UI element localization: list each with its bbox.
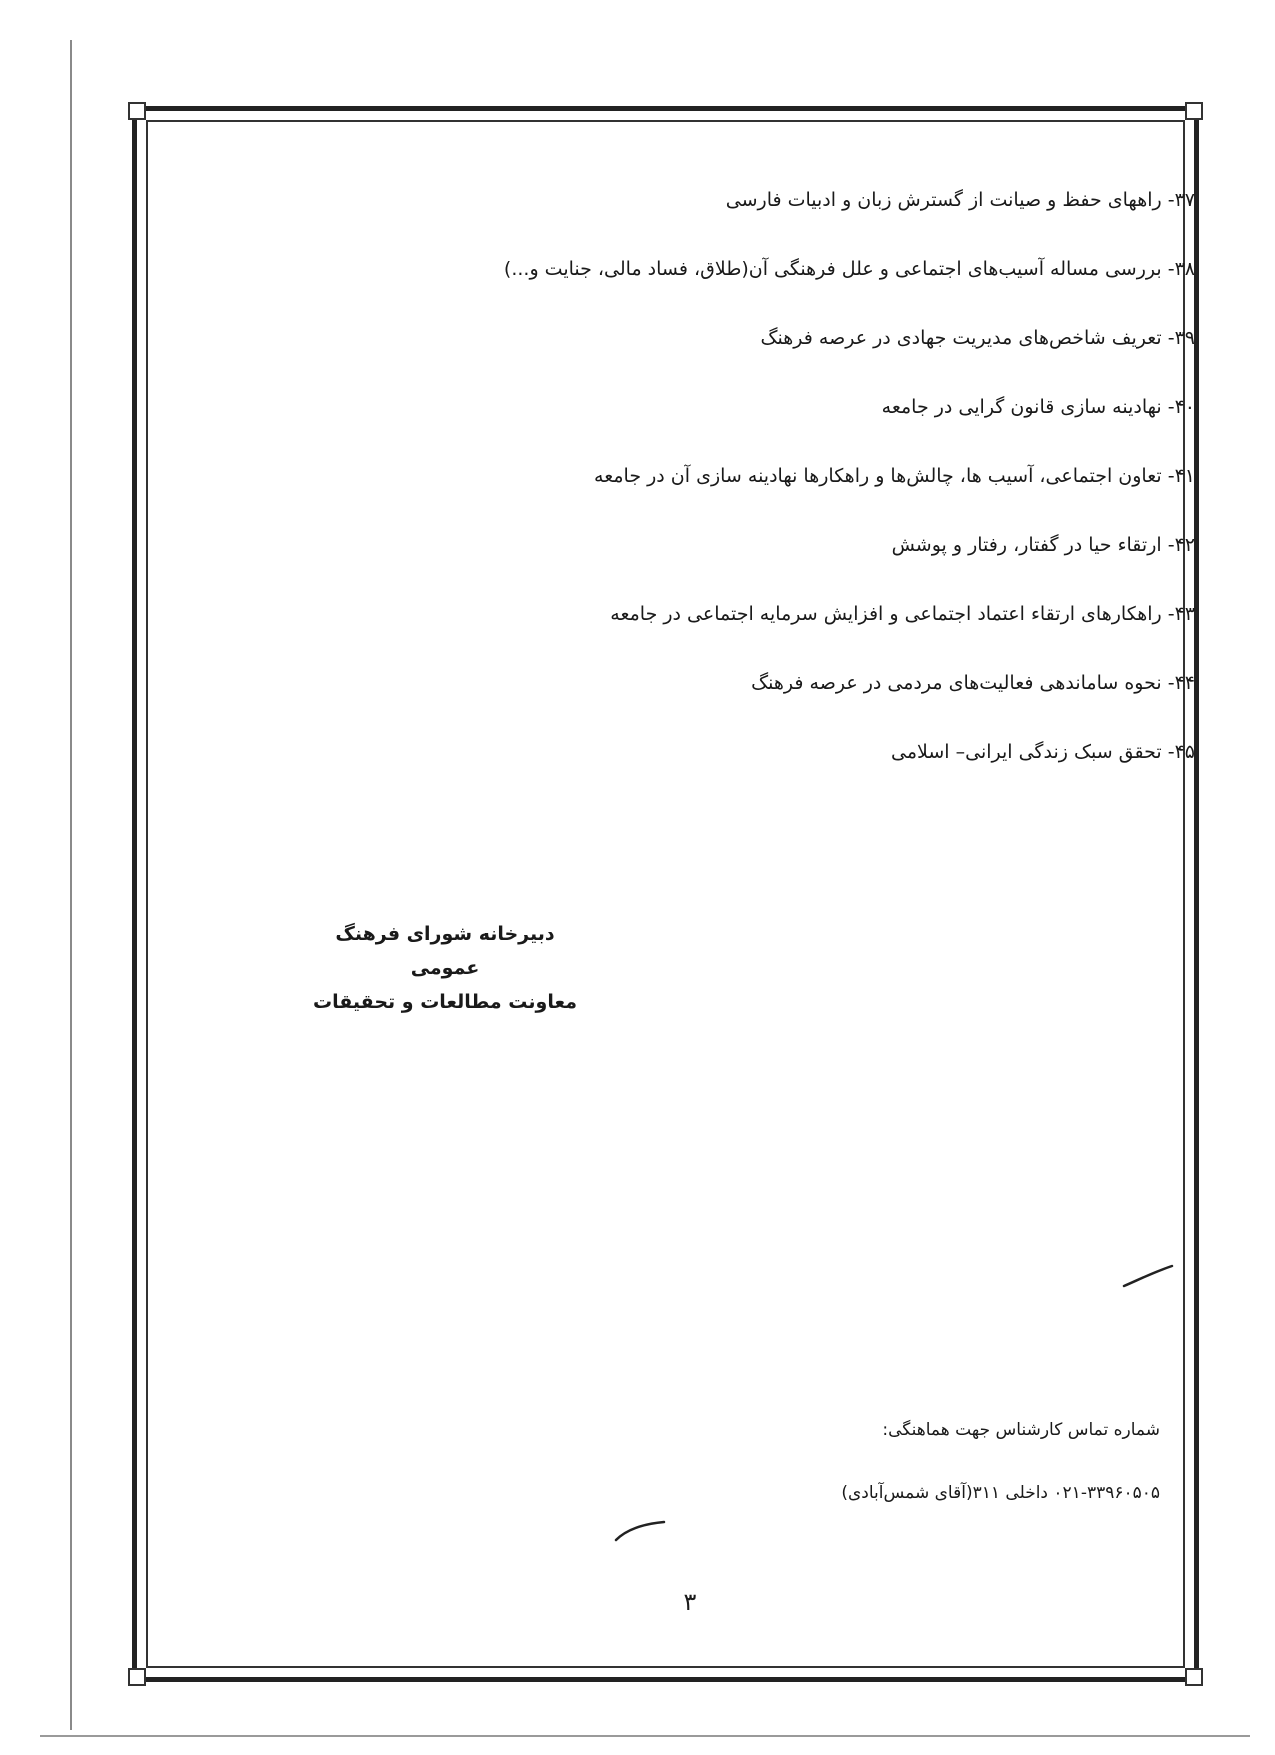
topic-text: تعریف شاخص‌های مدیریت جهادی در عرصه فرهنگ [760,327,1162,349]
research-topics-list [375,185,1195,806]
topic-item-38: ۳۸- بررسی مساله آسیب‌های اجتماعی و علل فرهنگی آن(طلاق، فساد مالی، جنایت و...) [375,254,1195,323]
topic-text: نهادینه سازی قانون گرایی در جامعه [881,396,1162,418]
topic-number: ۴۳ [1174,603,1195,625]
topic-text: راههای حفظ و صیانت از گسترش زبان و ادبیات فارسی [725,189,1162,211]
scan-page-edge-left [70,40,72,1730]
topic-number: ۴۲ [1174,534,1195,556]
pen-stroke-mark [612,1516,672,1546]
topic-item-40: ۴۰- نهادینه سازی قانون گرایی در جامعه [375,392,1195,461]
topic-text: نحوه ساماندهی فعالیت‌های مردمی در عرصه فرهنگ [751,672,1162,694]
scan-page-edge-bottom [40,1735,1250,1737]
contact-block [660,1415,1160,1541]
contact-label: شماره تماس کارشناس جهت هماهنگی: [882,1420,1160,1440]
topic-text: تحقق سبک زندگی ایرانی– اسلامی [891,741,1162,763]
page-number: ۳ [683,1588,697,1616]
topic-item-41: ۴۱- تعاون اجتماعی، آسیب ها، چالش‌ها و راهکارها نهادینه سازی آن در جامعه [375,461,1195,530]
topic-number: ۴۵ [1174,741,1195,763]
topic-text: بررسی مساله آسیب‌های اجتماعی و علل فرهنگی آن(طلاق، فساد مالی، جنایت و...) [503,258,1162,280]
border-corner-bottom-right [1185,1668,1203,1686]
topic-number: ۳۷ [1174,189,1195,211]
topic-text: راهکارهای ارتقاء اعتماد اجتماعی و افزایش سرمایه اجتماعی در جامعه [610,603,1162,625]
topic-number: ۴۱ [1174,465,1195,487]
topic-item-37: ۳۷- راههای حفظ و صیانت از گسترش زبان و ادبیات فارسی [375,185,1195,254]
topic-item-39: ۳۹- تعریف شاخص‌های مدیریت جهادی در عرصه فرهنگ [375,323,1195,392]
topic-item-43: ۴۳- راهکارهای ارتقاء اعتماد اجتماعی و افزایش سرمایه اجتماعی در جامعه [375,599,1195,668]
topic-number: ۳۹ [1174,327,1195,349]
pen-stroke-mark [1120,1262,1180,1292]
issuing-office-block [300,917,590,1053]
topic-number: ۴۰ [1174,396,1195,418]
border-corner-top-right [1185,102,1203,120]
contact-phone: ۰۲۱-۳۳۹۶۰۵۰۵ داخلی ۳۱۱(آقای شمس‌آبادی) [841,1483,1160,1503]
topic-number: ۴۴ [1174,672,1195,694]
border-corner-top-left [128,102,146,120]
topic-item-44: ۴۴- نحوه ساماندهی فعالیت‌های مردمی در عرصه فرهنگ [375,668,1195,737]
topic-number: ۳۸ [1174,258,1195,280]
topic-text: تعاون اجتماعی، آسیب ها، چالش‌ها و راهکارها نهادینه سازی آن در جامعه [594,465,1162,487]
topic-item-45: ۴۵- تحقق سبک زندگی ایرانی– اسلامی [375,737,1195,806]
organization-name: دبیرخانه شورای فرهنگ عمومی [335,923,555,979]
topic-item-42: ۴۲- ارتقاء حیا در گفتار، رفتار و پوشش [375,530,1195,599]
border-corner-bottom-left [128,1668,146,1686]
topic-text: ارتقاء حیا در گفتار، رفتار و پوشش [891,534,1162,556]
department-name: معاونت مطالعات و تحقیقات [313,991,577,1013]
